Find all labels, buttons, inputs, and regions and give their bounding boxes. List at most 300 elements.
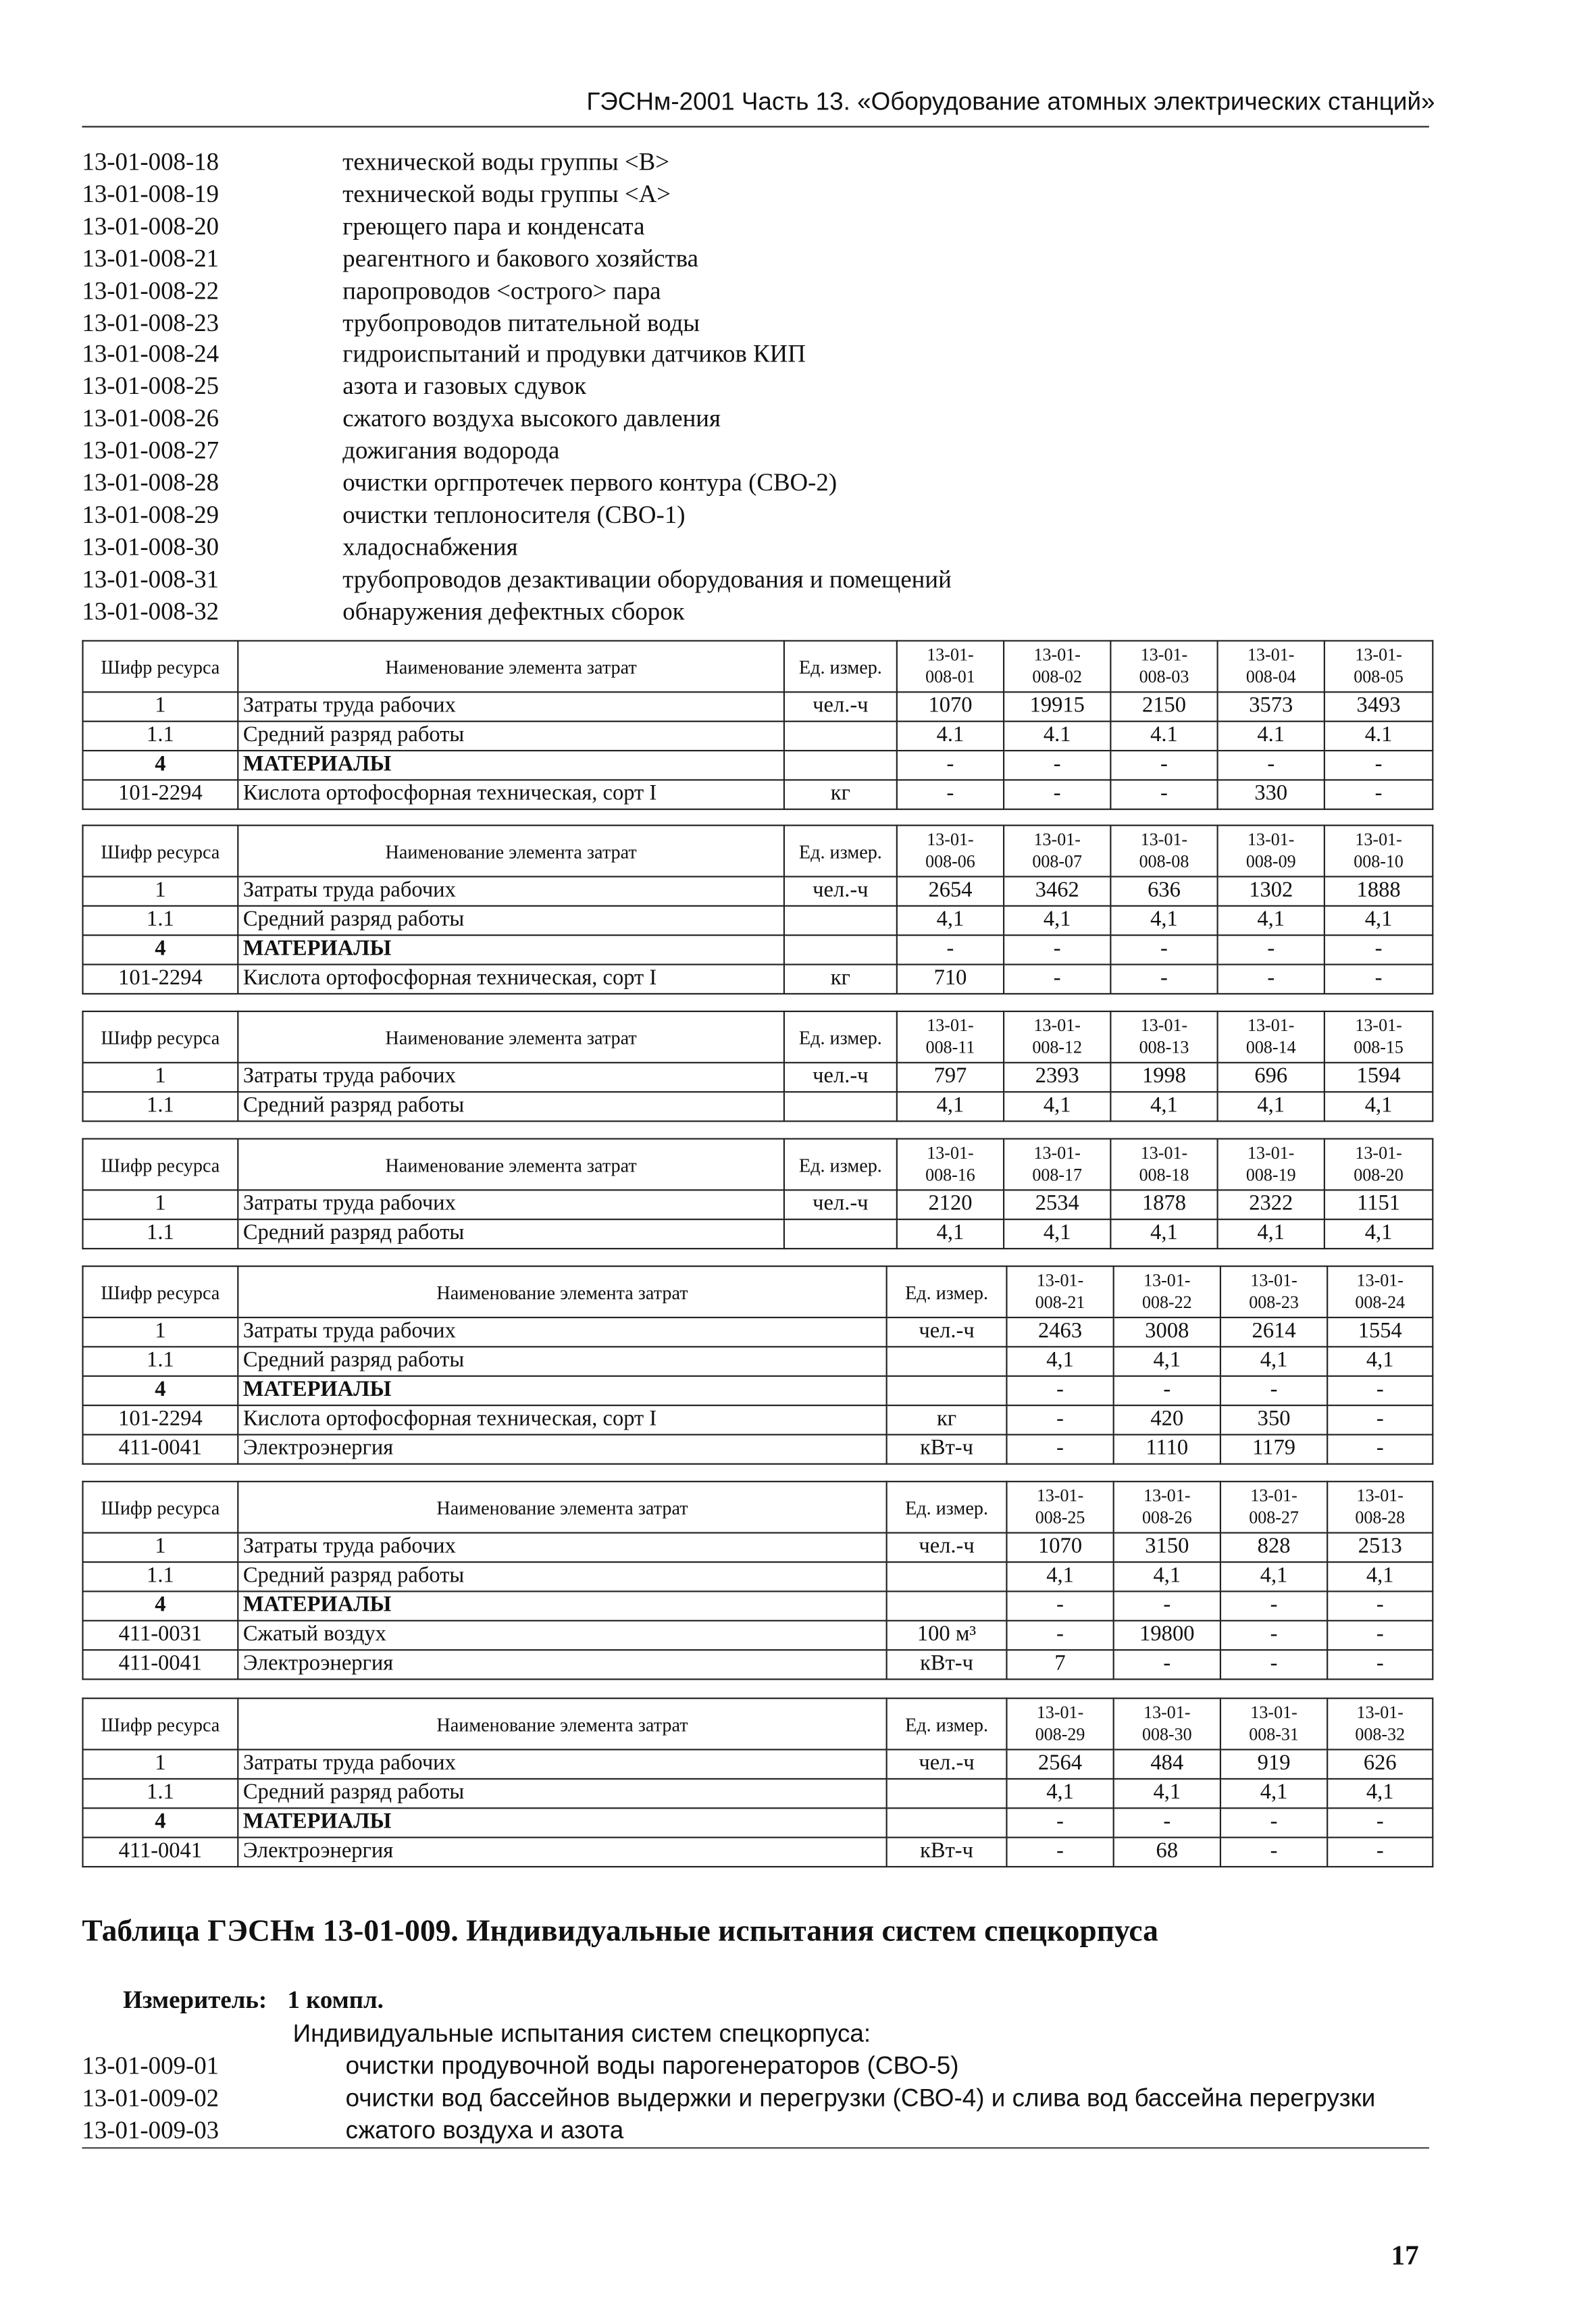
table-row xyxy=(82,935,1433,964)
cost-element-name: Сжатый воздух xyxy=(238,1621,886,1650)
resource-code: 411-0031 xyxy=(82,1621,238,1650)
table-header-row xyxy=(82,1266,1433,1317)
norm-code-header: 13-01- 008-17 xyxy=(1004,1139,1110,1190)
col-header-code: Шифр ресурса xyxy=(82,1699,238,1750)
resource-table xyxy=(82,1138,1433,1249)
norm-code-header: 13-01- 008-26 xyxy=(1114,1482,1220,1533)
value-cell: 4,1 xyxy=(1218,1092,1324,1121)
value-cell: - xyxy=(1110,935,1217,964)
value-cell: 4.1 xyxy=(1218,722,1324,751)
table-row xyxy=(82,1750,1433,1779)
norm-code-header: 13-01- 008-13 xyxy=(1110,1011,1217,1063)
value-cell: - xyxy=(1004,780,1110,809)
norm-code-header: 13-01- 008-15 xyxy=(1324,1011,1433,1063)
norm-code-header: 13-01- 008-08 xyxy=(1110,826,1217,877)
value-cell: 4,1 xyxy=(1218,906,1324,935)
norm-code-header: 13-01- 008-20 xyxy=(1324,1139,1433,1190)
col-header-name: Наименование элемента затрат xyxy=(238,1699,886,1750)
unit-cell: кг xyxy=(784,965,897,994)
cost-element-name: Затраты труда рабочих xyxy=(238,1317,886,1347)
value-cell: - xyxy=(897,780,1004,809)
value-cell: 4,1 xyxy=(1327,1347,1433,1376)
value-cell: 2534 xyxy=(1004,1190,1110,1219)
unit-cell xyxy=(887,1591,1007,1620)
measure-label: Измеритель: xyxy=(123,1986,267,2014)
resource-code: 4 xyxy=(82,751,238,780)
value-cell: 2513 xyxy=(1327,1533,1433,1562)
norm-code-header: 13-01- 008-10 xyxy=(1324,826,1433,877)
norm-code-header: 13-01- 008-11 xyxy=(897,1011,1004,1063)
col-header-unit: Ед. измер. xyxy=(784,640,897,692)
col-header-code: Шифр ресурса xyxy=(82,1139,238,1190)
cost-element-name: Кислота ортофосфорная техническая, сорт I xyxy=(238,1405,886,1434)
resource-code: 1.1 xyxy=(82,1779,238,1808)
value-cell: 2393 xyxy=(1004,1063,1110,1092)
norm-code-header: 13-01- 008-21 xyxy=(1006,1266,1113,1317)
value-cell: - xyxy=(1110,965,1217,994)
norm-code-header: 13-01- 008-19 xyxy=(1218,1139,1324,1190)
value-cell: 1998 xyxy=(1110,1063,1217,1092)
value-cell: - xyxy=(1218,751,1324,780)
value-cell: - xyxy=(1327,1591,1433,1620)
value-cell: 696 xyxy=(1218,1063,1324,1092)
cost-element-name: Средний разряд работы xyxy=(238,1562,886,1591)
unit-cell xyxy=(784,935,897,964)
table-row xyxy=(82,1591,1433,1620)
table-header-row xyxy=(82,640,1433,692)
value-cell: 3008 xyxy=(1114,1317,1220,1347)
norm-code-header: 13-01- 008-06 xyxy=(897,826,1004,877)
value-cell: 4,1 xyxy=(1006,1562,1113,1591)
code-list-item xyxy=(82,2051,1375,2083)
value-cell: - xyxy=(1004,751,1110,780)
unit-cell: чел.-ч xyxy=(887,1750,1007,1779)
unit-cell: кг xyxy=(887,1405,1007,1434)
code-list-item xyxy=(82,275,951,307)
resource-code: 1 xyxy=(82,1190,238,1219)
value-cell: 1070 xyxy=(1006,1533,1113,1562)
item-code: 13-01-009-03 xyxy=(82,2116,220,2144)
table-row xyxy=(82,692,1433,721)
resource-code: 4 xyxy=(82,1591,238,1620)
value-cell: - xyxy=(1220,1621,1327,1650)
item-desc: паропроводов <острого> пара xyxy=(342,276,661,305)
col-header-unit: Ед. измер. xyxy=(784,826,897,877)
col-header-code: Шифр ресурса xyxy=(82,1011,238,1063)
col-header-unit: Ед. измер. xyxy=(784,1011,897,1063)
table-row xyxy=(82,1190,1433,1219)
unit-cell: чел.-ч xyxy=(887,1533,1007,1562)
value-cell: - xyxy=(1004,965,1110,994)
value-cell: 2322 xyxy=(1218,1190,1324,1219)
item-desc: технической воды группы <B> xyxy=(342,147,670,176)
value-cell: 68 xyxy=(1114,1838,1220,1867)
norm-code-header: 13-01- 008-22 xyxy=(1114,1266,1220,1317)
bottom-rule xyxy=(82,2147,1428,2148)
value-cell: 1302 xyxy=(1218,876,1324,905)
value-cell: - xyxy=(1006,1405,1113,1434)
header-rule xyxy=(82,126,1428,127)
unit-cell: чел.-ч xyxy=(784,1063,897,1092)
cost-element-name: МАТЕРИАЛЫ xyxy=(238,1591,886,1620)
item-code: 13-01-008-18 xyxy=(82,147,220,176)
item-code: 13-01-008-20 xyxy=(82,211,220,241)
cost-element-name: МАТЕРИАЛЫ xyxy=(238,1376,886,1405)
norm-code-header: 13-01- 008-01 xyxy=(897,640,1004,692)
value-cell: 19800 xyxy=(1114,1621,1220,1650)
table-row xyxy=(82,1405,1433,1434)
table-row xyxy=(82,1063,1433,1092)
cost-element-name: МАТЕРИАЛЫ xyxy=(238,935,784,964)
table-row xyxy=(82,1562,1433,1591)
code-list-item xyxy=(82,2083,1375,2115)
unit-cell xyxy=(784,1219,897,1249)
value-cell: 4,1 xyxy=(1004,906,1110,935)
value-cell: 4,1 xyxy=(1220,1779,1327,1808)
value-cell: - xyxy=(1324,965,1433,994)
code-list-item xyxy=(82,178,951,210)
code-list-item xyxy=(82,499,951,531)
value-cell: 2614 xyxy=(1220,1317,1327,1347)
norm-code-header: 13-01- 008-04 xyxy=(1218,640,1324,692)
norm-code-header: 13-01- 008-14 xyxy=(1218,1011,1324,1063)
value-cell: 484 xyxy=(1114,1750,1220,1779)
table-row xyxy=(82,780,1433,809)
value-cell: 4,1 xyxy=(1324,1219,1433,1249)
col-header-code: Шифр ресурса xyxy=(82,1266,238,1317)
value-cell: - xyxy=(1220,1650,1327,1679)
value-cell: 4,1 xyxy=(1110,1219,1217,1249)
value-cell: - xyxy=(1218,965,1324,994)
item-code: 13-01-009-01 xyxy=(82,2052,220,2080)
cost-element-name: Кислота ортофосфорная техническая, сорт I xyxy=(238,965,784,994)
value-cell: 420 xyxy=(1114,1405,1220,1434)
item-code: 13-01-008-24 xyxy=(82,340,220,369)
resource-code: 411-0041 xyxy=(82,1434,238,1463)
item-desc: дожигания водорода xyxy=(342,436,560,465)
resource-table xyxy=(82,1265,1433,1465)
page-header: ГЭСНм-2001 Часть 13. «Оборудование атомных электрических станций» xyxy=(586,88,1435,116)
value-cell: 1554 xyxy=(1327,1317,1433,1347)
unit-cell xyxy=(784,1092,897,1121)
norm-code-header: 13-01- 008-16 xyxy=(897,1139,1004,1190)
value-cell: - xyxy=(1114,1650,1220,1679)
value-cell: - xyxy=(1004,935,1110,964)
code-list-item xyxy=(82,147,951,178)
value-cell: 2654 xyxy=(897,876,1004,905)
value-cell: 4,1 xyxy=(897,906,1004,935)
table-row xyxy=(82,722,1433,751)
cost-element-name: МАТЕРИАЛЫ xyxy=(238,751,784,780)
table-row xyxy=(82,1650,1433,1679)
unit-cell xyxy=(784,722,897,751)
col-header-unit: Ед. измер. xyxy=(887,1699,1007,1750)
cost-element-name: Электроэнергия xyxy=(238,1838,886,1867)
resource-code: 1.1 xyxy=(82,1219,238,1249)
value-cell: 4,1 xyxy=(1220,1347,1327,1376)
table-row xyxy=(82,1317,1433,1347)
norm-code-header: 13-01- 008-02 xyxy=(1004,640,1110,692)
code-list-item xyxy=(82,2115,1375,2147)
value-cell: 4,1 xyxy=(1324,906,1433,935)
code-list-item xyxy=(82,596,951,628)
value-cell: 4,1 xyxy=(1327,1779,1433,1808)
table-row xyxy=(82,1779,1433,1808)
value-cell: 1110 xyxy=(1114,1434,1220,1463)
unit-cell xyxy=(887,1347,1007,1376)
item-desc: сжатого воздуха и азота xyxy=(345,2116,624,2144)
cost-element-name: Затраты труда рабочих xyxy=(238,692,784,721)
unit-cell: чел.-ч xyxy=(784,876,897,905)
col-header-code: Шифр ресурса xyxy=(82,1482,238,1533)
table-header-row xyxy=(82,1139,1433,1190)
item-desc: трубопроводов дезактивации оборудования и помещений xyxy=(342,565,952,593)
value-cell: 19915 xyxy=(1004,692,1110,721)
item-desc: технической воды группы <A> xyxy=(342,180,671,208)
value-cell: 797 xyxy=(897,1063,1004,1092)
resource-code: 1.1 xyxy=(82,722,238,751)
table-row xyxy=(82,965,1433,994)
value-cell: 2150 xyxy=(1110,692,1217,721)
code-list xyxy=(82,147,951,628)
unit-cell: чел.-ч xyxy=(784,692,897,721)
value-cell: 4,1 xyxy=(1006,1779,1113,1808)
norm-code-header: 13-01- 008-18 xyxy=(1110,1139,1217,1190)
value-cell: 2564 xyxy=(1006,1750,1113,1779)
item-code: 13-01-008-25 xyxy=(82,372,220,401)
cost-element-name: Затраты труда рабочих xyxy=(238,1533,886,1562)
resource-code: 1 xyxy=(82,1533,238,1562)
value-cell: 1179 xyxy=(1220,1434,1327,1463)
col-header-name: Наименование элемента затрат xyxy=(238,640,784,692)
value-cell: - xyxy=(1324,751,1433,780)
code-list-item xyxy=(82,371,951,403)
subtitle: Индивидуальные испытания систем спецкорпуса: xyxy=(292,2019,871,2048)
item-desc: азота и газовых сдувок xyxy=(342,372,587,401)
resource-code: 1.1 xyxy=(82,1347,238,1376)
table-title: Таблица ГЭСНм 13-01-009. Индивидуальные испытания систем спецкорпуса xyxy=(82,1913,1158,1948)
value-cell: 4,1 xyxy=(1220,1562,1327,1591)
table-row xyxy=(82,906,1433,935)
item-desc: трубопроводов питательной воды xyxy=(342,308,700,336)
col-header-unit: Ед. измер. xyxy=(887,1266,1007,1317)
value-cell: - xyxy=(1114,1591,1220,1620)
value-cell: - xyxy=(1220,1838,1327,1867)
col-header-unit: Ед. измер. xyxy=(784,1139,897,1190)
norm-code-header: 13-01- 008-03 xyxy=(1110,640,1217,692)
value-cell: - xyxy=(1114,1376,1220,1405)
value-cell: 828 xyxy=(1220,1533,1327,1562)
value-cell: 3462 xyxy=(1004,876,1110,905)
value-cell: 4.1 xyxy=(1004,722,1110,751)
cost-element-name: Затраты труда рабочих xyxy=(238,1063,784,1092)
value-cell: 626 xyxy=(1327,1750,1433,1779)
value-cell: - xyxy=(1006,1838,1113,1867)
resource-code: 1.1 xyxy=(82,1092,238,1121)
code-list-item xyxy=(82,211,951,243)
resource-code: 4 xyxy=(82,935,238,964)
value-cell: 636 xyxy=(1110,876,1217,905)
value-cell: - xyxy=(1110,751,1217,780)
item-desc: очистки теплоносителя (СВО-1) xyxy=(342,501,686,529)
value-cell: 4,1 xyxy=(1114,1779,1220,1808)
value-cell: 4,1 xyxy=(1006,1347,1113,1376)
cost-element-name: МАТЕРИАЛЫ xyxy=(238,1808,886,1837)
item-desc: гидроиспытаний и продувки датчиков КИП xyxy=(342,340,806,369)
col-header-name: Наименование элемента затрат xyxy=(238,1139,784,1190)
value-cell: - xyxy=(1114,1808,1220,1837)
value-cell: 1594 xyxy=(1324,1063,1433,1092)
measure xyxy=(123,1986,404,2015)
norm-code-header: 13-01- 008-24 xyxy=(1327,1266,1433,1317)
resource-code: 1.1 xyxy=(82,1562,238,1591)
value-cell: - xyxy=(1327,1405,1433,1434)
table-row xyxy=(82,1533,1433,1562)
value-cell: - xyxy=(1218,935,1324,964)
col-header-code: Шифр ресурса xyxy=(82,826,238,877)
value-cell: 4,1 xyxy=(897,1092,1004,1121)
resource-code: 4 xyxy=(82,1376,238,1405)
resource-code: 411-0041 xyxy=(82,1650,238,1679)
value-cell: - xyxy=(1006,1621,1113,1650)
norm-code-header: 13-01- 008-27 xyxy=(1220,1482,1327,1533)
cost-element-name: Средний разряд работы xyxy=(238,1092,784,1121)
norm-code-header: 13-01- 008-25 xyxy=(1006,1482,1113,1533)
unit-cell xyxy=(784,751,897,780)
item-code: 13-01-008-27 xyxy=(82,436,220,465)
value-cell: - xyxy=(897,935,1004,964)
code-list-item xyxy=(82,307,951,338)
value-cell: 4.1 xyxy=(1110,722,1217,751)
unit-cell: кг xyxy=(784,780,897,809)
cost-element-name: Затраты труда рабочих xyxy=(238,876,784,905)
norm-code-header: 13-01- 008-07 xyxy=(1004,826,1110,877)
cost-element-name: Средний разряд работы xyxy=(238,1347,886,1376)
norm-code-header: 13-01- 008-05 xyxy=(1324,640,1433,692)
resource-code: 1 xyxy=(82,1317,238,1347)
item-code: 13-01-008-23 xyxy=(82,308,220,336)
value-cell: - xyxy=(1006,1434,1113,1463)
norm-code-header: 13-01- 008-32 xyxy=(1327,1699,1433,1750)
unit-cell: чел.-ч xyxy=(784,1190,897,1219)
unit-cell: кВт-ч xyxy=(887,1650,1007,1679)
value-cell: 2120 xyxy=(897,1190,1004,1219)
value-cell: - xyxy=(1220,1808,1327,1837)
resource-code: 101-2294 xyxy=(82,1405,238,1434)
unit-cell xyxy=(887,1779,1007,1808)
value-cell: 3493 xyxy=(1324,692,1433,721)
resource-table xyxy=(82,1011,1433,1122)
col-header-name: Наименование элемента затрат xyxy=(238,1482,886,1533)
value-cell: - xyxy=(1006,1808,1113,1837)
norm-code-header: 13-01- 008-30 xyxy=(1114,1699,1220,1750)
value-cell: - xyxy=(1327,1650,1433,1679)
cost-element-name: Затраты труда рабочих xyxy=(238,1190,784,1219)
table-row xyxy=(82,751,1433,780)
code-list-item xyxy=(82,532,951,563)
value-cell: 919 xyxy=(1220,1750,1327,1779)
table-header-row xyxy=(82,1482,1433,1533)
value-cell: 1070 xyxy=(897,692,1004,721)
table-header-row xyxy=(82,1699,1433,1750)
resource-code: 101-2294 xyxy=(82,965,238,994)
cost-element-name: Средний разряд работы xyxy=(238,722,784,751)
value-cell: - xyxy=(1220,1591,1327,1620)
page-number: 17 xyxy=(1391,2240,1419,2272)
resource-code: 4 xyxy=(82,1808,238,1837)
measure-value: 1 компл. xyxy=(287,1986,384,2014)
unit-cell: чел.-ч xyxy=(887,1317,1007,1347)
value-cell: 4,1 xyxy=(897,1219,1004,1249)
norm-code-header: 13-01- 008-31 xyxy=(1220,1699,1327,1750)
value-cell: 4,1 xyxy=(1114,1562,1220,1591)
code-list-item xyxy=(82,243,951,274)
value-cell: 330 xyxy=(1218,780,1324,809)
value-cell: - xyxy=(1327,1808,1433,1837)
item-desc: сжатого воздуха высокого давления xyxy=(342,404,721,433)
norm-code-header: 13-01- 008-23 xyxy=(1220,1266,1327,1317)
cost-element-name: Электроэнергия xyxy=(238,1434,886,1463)
resource-table xyxy=(82,1698,1433,1867)
value-cell: - xyxy=(1327,1434,1433,1463)
value-cell: 4,1 xyxy=(1324,1092,1433,1121)
table-header-row xyxy=(82,826,1433,877)
table-row xyxy=(82,1092,1433,1121)
item-code: 13-01-008-32 xyxy=(82,597,220,626)
value-cell: - xyxy=(1006,1591,1113,1620)
code-list-item xyxy=(82,339,951,371)
cost-element-name: Средний разряд работы xyxy=(238,1219,784,1249)
cost-element-name: Затраты труда рабочих xyxy=(238,1750,886,1779)
value-cell: 4,1 xyxy=(1110,906,1217,935)
resource-code: 411-0041 xyxy=(82,1838,238,1867)
resource-table xyxy=(82,1481,1433,1680)
code-list-item xyxy=(82,563,951,595)
item-code: 13-01-008-30 xyxy=(82,532,220,561)
value-cell: 710 xyxy=(897,965,1004,994)
item-code: 13-01-008-19 xyxy=(82,180,220,208)
code-list-item xyxy=(82,403,951,435)
norm-code-header: 13-01- 008-28 xyxy=(1327,1482,1433,1533)
value-cell: - xyxy=(1220,1376,1327,1405)
norm-code-header: 13-01- 008-29 xyxy=(1006,1699,1113,1750)
unit-cell: кВт-ч xyxy=(887,1838,1007,1867)
item-desc: очистки продувочной воды парогенераторов (СВО-5) xyxy=(345,2052,959,2080)
unit-cell xyxy=(887,1376,1007,1405)
value-cell: 3573 xyxy=(1218,692,1324,721)
unit-cell xyxy=(784,906,897,935)
col-header-name: Наименование элемента затрат xyxy=(238,826,784,877)
cost-element-name: Средний разряд работы xyxy=(238,1779,886,1808)
value-cell: 4,1 xyxy=(1004,1219,1110,1249)
value-cell: 4,1 xyxy=(1114,1347,1220,1376)
table-row xyxy=(82,1621,1433,1650)
resource-code: 101-2294 xyxy=(82,780,238,809)
value-cell: 4,1 xyxy=(1110,1092,1217,1121)
item-desc: хладоснабжения xyxy=(342,532,518,561)
value-cell: 3150 xyxy=(1114,1533,1220,1562)
resource-code: 1 xyxy=(82,876,238,905)
item-desc: греющего пара и конденсата xyxy=(342,211,645,241)
cost-element-name: Электроэнергия xyxy=(238,1650,886,1679)
value-cell: - xyxy=(1327,1838,1433,1867)
table-row xyxy=(82,1376,1433,1405)
table-row xyxy=(82,1347,1433,1376)
cost-element-name: Средний разряд работы xyxy=(238,906,784,935)
col-header-name: Наименование элемента затрат xyxy=(238,1011,784,1063)
table-header-row xyxy=(82,1011,1433,1063)
resource-code: 1 xyxy=(82,1063,238,1092)
